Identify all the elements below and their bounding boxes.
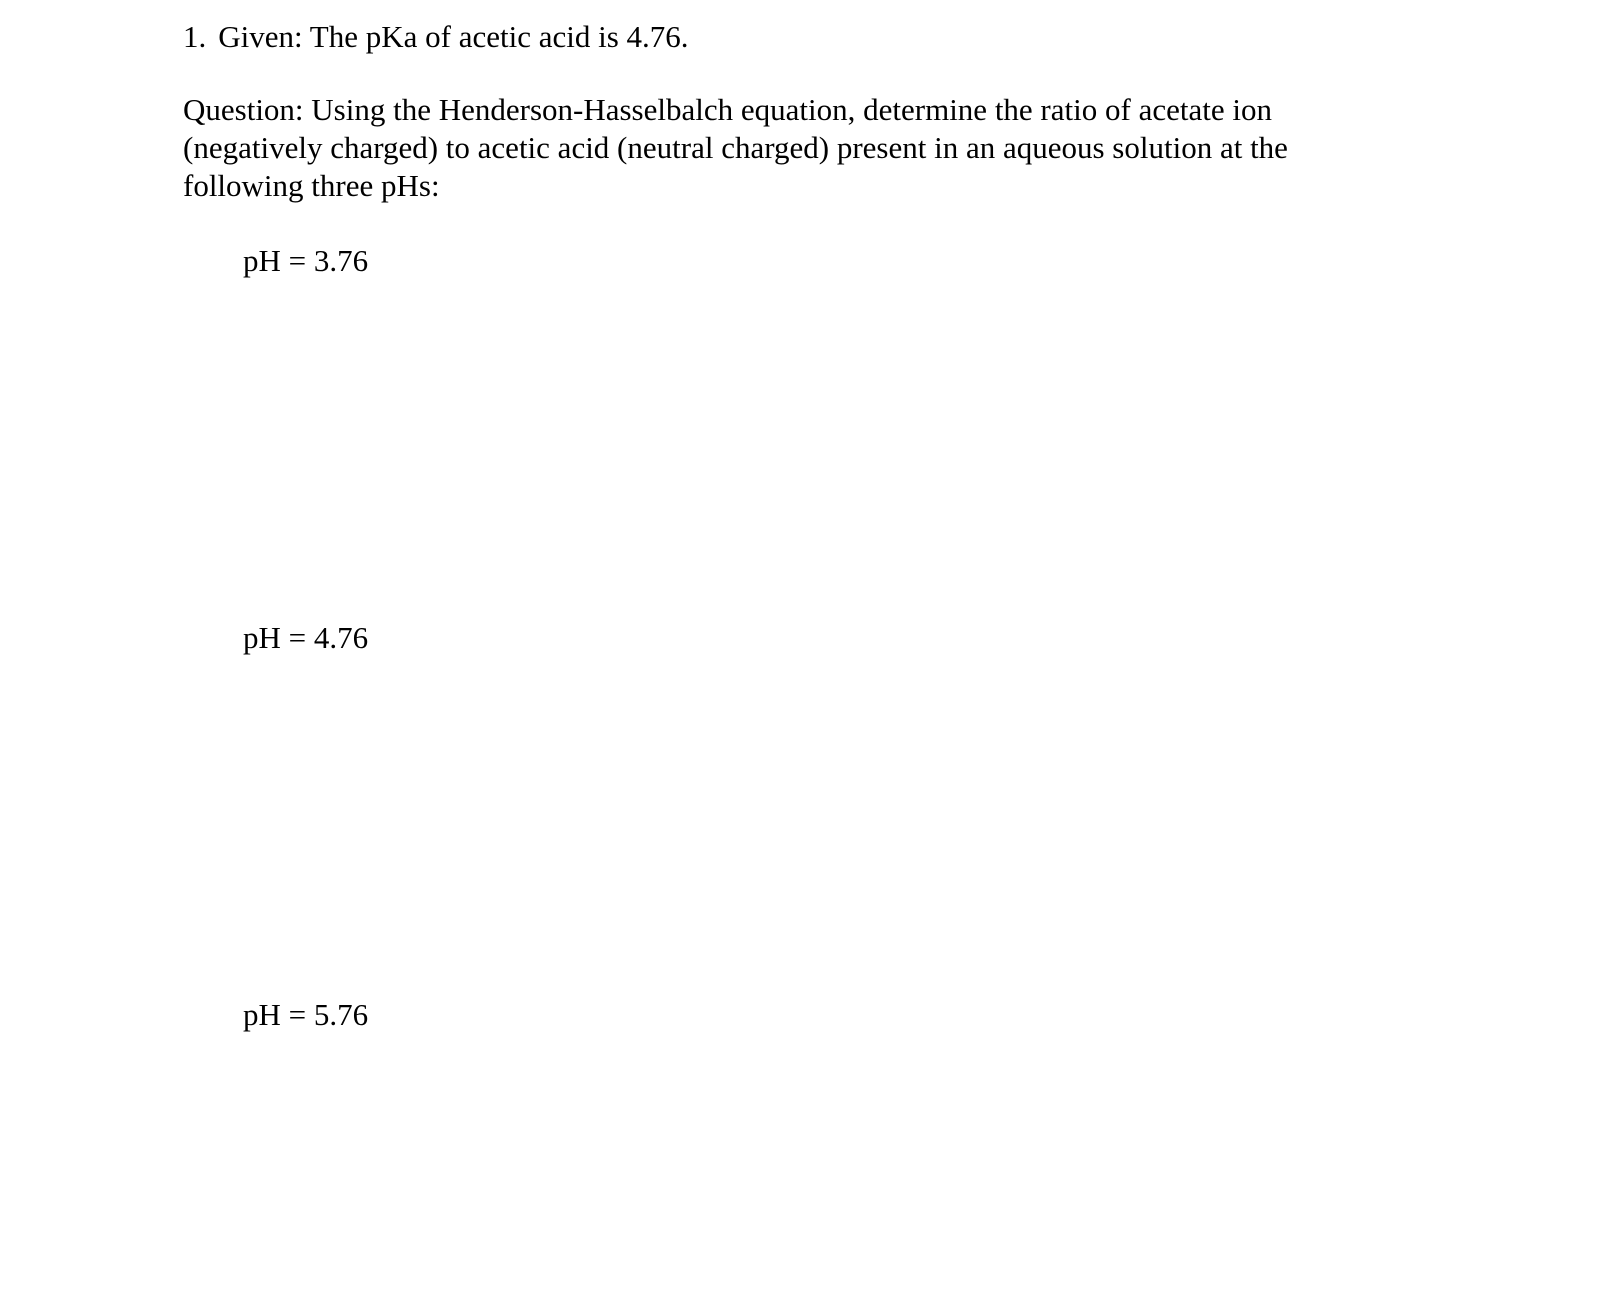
question-line: following three pHs:: [183, 168, 440, 203]
question-line: (negatively charged) to acetic acid (neutral charged) present in an aqueous solution at the: [183, 130, 1288, 165]
question-paragraph: [183, 91, 1543, 205]
ph-value-1: pH = 3.76: [243, 243, 369, 278]
ph-value-2: pH = 4.76: [243, 620, 369, 655]
given-text: Given: The pKa of acetic acid is 4.76.: [218, 19, 689, 54]
question-line: Question: Using the Henderson-Hasselbalch equation, determine the ratio of acetate ion: [183, 92, 1272, 127]
given-statement: [183, 18, 689, 56]
ph-value-3: pH = 5.76: [243, 997, 369, 1032]
problem-number: 1.: [183, 19, 207, 54]
